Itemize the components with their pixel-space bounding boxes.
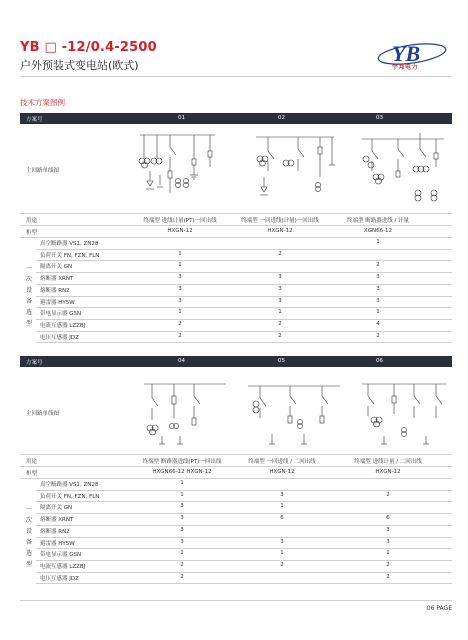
purpose-5: 终端型 一回进线 / 二回出线: [248, 459, 316, 465]
equipment-quantity: 3: [376, 285, 380, 292]
equipment-name: 隔离开关 GN: [40, 264, 73, 271]
equipment-quantity: 2: [180, 561, 184, 568]
diagram-label: 主回路单线图: [26, 168, 60, 174]
row-divider: [20, 237, 452, 238]
equipment-quantity: 1: [386, 550, 390, 557]
equipment-quantity: 3: [278, 297, 282, 304]
row-divider: [36, 560, 452, 561]
equipment-name: 熔断器 XRNT: [40, 276, 74, 283]
row-divider: [36, 537, 452, 538]
equipment-name: 熔断器 XRNT: [40, 517, 74, 524]
equipment-quantity: 6: [280, 515, 284, 522]
single-line-diagram-04: [140, 374, 230, 454]
equipment-name: 隔离开关 GN: [40, 505, 73, 512]
equipment-quantity: 2: [278, 250, 282, 257]
purpose-4: 终端型 断路器进线(PT)一回出线: [142, 459, 222, 465]
equipment-category-label: 一次设备选型: [25, 265, 32, 327]
page-subtitle: 户外预装式变电站(欧式): [20, 59, 139, 72]
equipment-quantity: 3: [180, 515, 184, 522]
equipment-quantity: 1: [280, 550, 284, 557]
equipment-name: 避雷器 HY5W: [40, 299, 75, 306]
model-4: HXGN66-12 HXGN-12: [152, 469, 212, 475]
equipment-quantity: 4: [376, 320, 380, 327]
diagram-label: 主回路单线图: [26, 411, 60, 417]
equipment-quantity: 2: [178, 320, 182, 327]
row-divider: [20, 225, 452, 226]
equipment-quantity: 2: [376, 262, 380, 269]
equipment-quantity: 3: [178, 297, 182, 304]
equipment-quantity: 1: [180, 550, 184, 557]
equipment-name: 负荷开关 FN, FZN, FLN: [40, 252, 100, 259]
page-title: YB □ -12/0.4-2500: [20, 40, 157, 55]
equipment-name: 熔断器 RN2: [40, 287, 70, 294]
model-6: HXGN-12: [375, 469, 401, 475]
scheme-header-bar: [20, 356, 452, 367]
scheme-table-2: [20, 356, 452, 592]
equipment-quantity: 2: [386, 573, 390, 580]
equipment-quantity: 3: [180, 503, 184, 510]
equipment-quantity: 3: [386, 526, 390, 533]
equipment-quantity: 1: [178, 262, 182, 269]
equipment-quantity: 1: [376, 309, 380, 316]
row-divider: [36, 307, 452, 308]
header-divider: [20, 76, 452, 77]
model-2: HXGN-12: [267, 228, 293, 234]
scheme-number-3: 03: [376, 115, 383, 121]
row-divider: [36, 296, 452, 297]
row-divider: [36, 583, 452, 584]
scheme-number-1: 01: [178, 115, 185, 121]
equipment-name: 熔断器 RN2: [40, 528, 70, 535]
equipment-name: 真空断路器 VS1, ZN28: [40, 241, 99, 247]
logo-mark: YB: [392, 41, 421, 66]
equipment-name: 带电显示器 GSN: [40, 552, 82, 559]
scheme-header-bar: [20, 113, 452, 124]
equipment-quantity: 2: [376, 332, 380, 339]
equipment-quantity: 1: [178, 309, 182, 316]
equipment-quantity: 2: [386, 491, 390, 498]
row-divider: [20, 466, 452, 467]
purpose-label: 用途: [26, 218, 38, 224]
row-divider: [36, 284, 452, 285]
scheme-number-6: 06: [376, 358, 383, 364]
row-divider: [36, 501, 452, 502]
equipment-quantity: 3: [278, 274, 282, 281]
purpose-3: 终端型 断路器进线 / 计量: [346, 218, 410, 224]
row-divider: [20, 454, 452, 455]
row-divider: [36, 548, 452, 549]
equipment-quantity: 1: [376, 239, 380, 245]
model-1: HXGN-12: [167, 228, 193, 234]
equipment-quantity: 6: [386, 515, 390, 522]
equipment-name: 电压互感器 JDZ: [40, 334, 79, 341]
row-divider: [36, 319, 452, 320]
equipment-quantity: 1: [180, 491, 184, 498]
page-number: 06 PAGE: [426, 605, 452, 612]
model-label: 柜型: [26, 471, 38, 477]
scheme-label: 方案号: [26, 117, 43, 123]
logo-text: 宇邦电力: [392, 64, 419, 71]
single-line-diagram-05: [244, 374, 344, 454]
row-divider: [36, 272, 452, 273]
purpose-2: 终端型 一回进线(计量)一回出线: [241, 218, 319, 224]
equipment-name: 电压互感器 JDZ: [40, 575, 79, 582]
row-divider: [36, 260, 452, 261]
equipment-name: 电流互感器 LZZBJ: [40, 563, 86, 570]
equipment-quantity: 3: [280, 491, 284, 498]
equipment-quantity: 1: [280, 503, 284, 510]
model-5: HXGN-12: [269, 469, 295, 475]
equipment-name: 电流互感器 LZZBJ: [40, 322, 86, 329]
row-divider: [20, 213, 452, 214]
equipment-name: 避雷器 HY5W: [40, 540, 75, 547]
equipment-quantity: 3: [180, 538, 184, 545]
row-divider: [20, 478, 452, 479]
equipment-quantity: 1: [180, 480, 184, 486]
single-line-diagram-02: [250, 131, 340, 211]
equipment-quantity: 3: [278, 285, 282, 292]
equipment-name: 真空断路器 VS1, ZN28: [40, 482, 99, 488]
model-3: XGN66-12: [363, 228, 393, 234]
scheme-number-4: 04: [178, 358, 185, 364]
equipment-category-label: 一次设备选型: [25, 506, 32, 568]
row-divider: [36, 525, 452, 526]
single-line-diagram-01: [130, 131, 220, 211]
row-divider: [36, 342, 452, 343]
row-divider: [36, 490, 452, 491]
single-line-diagram-06: [358, 374, 450, 454]
scheme-number-2: 02: [278, 115, 285, 121]
scheme-label: 方案号: [26, 360, 43, 366]
equipment-quantity: 2: [178, 332, 182, 339]
row-divider: [36, 572, 452, 573]
purpose-1: 终端型 进线计量(PT)一回出线: [143, 218, 217, 224]
equipment-quantity: 2: [278, 332, 282, 339]
footer-divider: [20, 600, 452, 601]
single-line-diagram-03: [358, 129, 448, 211]
equipment-quantity: 3: [178, 274, 182, 281]
scheme-number-5: 05: [278, 358, 285, 364]
purpose-label: 用途: [26, 459, 38, 465]
equipment-quantity: 1: [278, 309, 282, 316]
model-label: 柜型: [26, 230, 38, 236]
equipment-quantity: 3: [386, 538, 390, 545]
equipment-quantity: 3: [180, 526, 184, 533]
equipment-quantity: 3: [280, 538, 284, 545]
equipment-quantity: 2: [386, 561, 390, 568]
equipment-name: 负荷开关 FN, FZN, FLN: [40, 493, 100, 500]
equipment-quantity: 3: [178, 285, 182, 292]
equipment-quantity: 3: [376, 274, 380, 281]
row-divider: [36, 513, 452, 514]
section-title: 技术方案图例: [20, 98, 65, 107]
equipment-quantity: 3: [376, 297, 380, 304]
equipment-quantity: 2: [280, 561, 284, 568]
row-divider: [36, 331, 452, 332]
purpose-6: 终端型 进线计量 / 二回出线: [354, 459, 422, 465]
row-divider: [36, 249, 452, 250]
equipment-quantity: 2: [278, 320, 282, 327]
equipment-quantity: 1: [178, 250, 182, 257]
equipment-quantity: 2: [180, 573, 184, 580]
scheme-table-1: [20, 113, 452, 350]
equipment-name: 带电显示器 GSN: [40, 311, 82, 318]
